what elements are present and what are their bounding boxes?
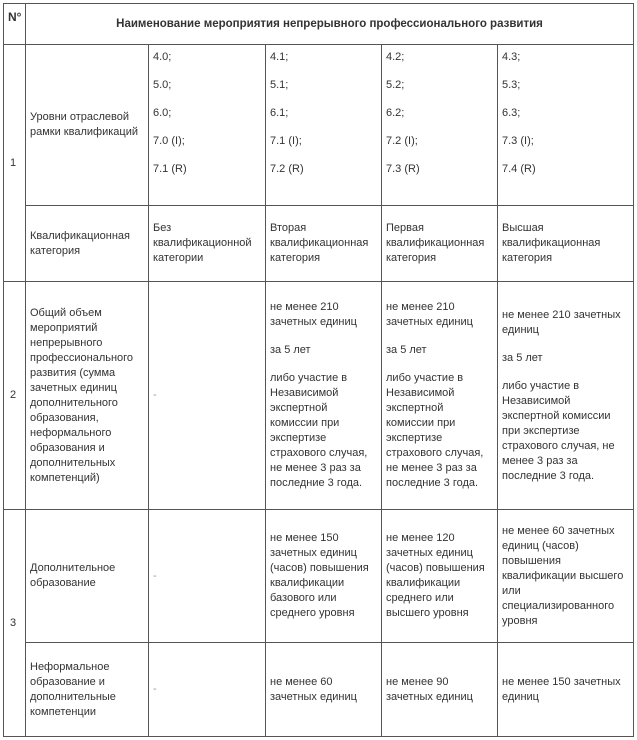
category-label-cell: Квалификационная категория [26,206,149,282]
total-alternative: либо участие в Независимой экспертной комиссии при экспертизе страхового случая, не менее 3 раз за последние 3 года. [502,379,615,482]
total-credits: не менее 210 зачетных единиц [502,308,621,336]
level-value: 4.1; [270,51,289,63]
header-title-cell: Наименование мероприятия непрерывного профессионального развития [26,4,634,45]
levels-cell-3 [382,45,498,206]
total-cell-2 [266,282,382,510]
total-label-cell: Общий объем мероприятий непрерывного профессионального развития (сумма зачетных единиц дополнительного образования, неформального образования и дополнительных компетенций) [26,282,149,510]
row-1-categories [4,206,634,282]
informal-cell-1: - [149,643,266,737]
edu-cell-3: не менее 120 зачетных единиц (часов) повышения квалификации среднего или высшего уровня [382,510,498,643]
levels-cell-2 [266,45,382,206]
total-period: за 5 лет [270,344,311,356]
level-value: 6.0; [153,107,172,119]
edu-cell-1: - [149,510,266,643]
level-value: 7.4 (R) [502,163,536,175]
total-credits: не менее 210 зачетных единиц [270,301,357,328]
levels-cell-1 [149,45,266,206]
category-cell-2: Вторая квалификационная категория [266,206,382,282]
level-value: 5.1; [270,79,289,91]
total-alternative: либо участие в Независимой экспертной комиссии при экспертизе страхового случая, не менее 3 раз за последние 3 года. [386,372,484,489]
edu-cell-2: не менее 150 зачетных единиц (часов) повышения квалификации базового или среднего уровня [266,510,382,643]
row-2-total [4,282,634,510]
header-row [4,4,634,45]
row-3-number: 3 [4,510,26,737]
level-value: 7.0 (I); [153,135,185,147]
levels-cell-4 [498,45,634,206]
level-value: 7.2 (I); [386,135,418,147]
informal-label-cell: Неформальное образование и дополнительные компетенции [26,643,149,737]
edu-cell-4: не менее 60 зачетных единиц (часов) повышения квалификации высшего или специализированного уровня [498,510,634,643]
row-3-education [4,510,634,643]
level-value: 6.2; [386,107,405,119]
header-number-cell: N° [4,4,26,45]
edu-label-cell: Дополнительное образование [26,510,149,643]
level-value: 5.2; [386,79,405,91]
level-value: 7.3 (I); [502,135,534,147]
level-value: 5.0; [153,79,172,91]
level-value: 6.3; [502,107,521,119]
total-period: за 5 лет [502,351,543,364]
level-value: 7.3 (R) [386,163,420,175]
total-cell-3 [382,282,498,510]
levels-label-cell: Уровни отраслевой рамки квалификаций [26,45,149,206]
level-value: 7.2 (R) [270,163,304,175]
row-1-levels [4,45,634,206]
total-alternative: либо участие в Независимой экспертной комиссии при экспертизе страхового случая, не менее 3 раз за последние 3 года. [270,372,368,489]
row-2-number: 2 [4,282,26,510]
category-cell-3: Первая квалификационная категория [382,206,498,282]
informal-cell-4: не менее 150 зачетных единиц [498,643,634,737]
level-value: 7.1 (I); [270,135,302,147]
level-value: 7.1 (R) [153,163,187,175]
row-3-informal [4,643,634,737]
category-cell-4: Высшая квалификационная категория [498,206,634,282]
informal-cell-2: не менее 60 зачетных единиц [266,643,382,737]
category-cell-1: Без квалификационной категории [149,206,266,282]
total-credits: не менее 210 зачетных единиц [386,301,473,328]
total-cell-4 [498,282,634,510]
level-value: 4.0; [153,51,172,63]
level-value: 4.2; [386,51,405,63]
level-value: 6.1; [270,107,289,119]
total-period: за 5 лет [386,344,427,356]
informal-cell-3: не менее 90 зачетных единиц [382,643,498,737]
level-value: 5.3; [502,79,521,91]
total-cell-1: - [149,282,266,510]
level-value: 4.3; [502,51,521,63]
row-1-number: 1 [4,45,26,282]
npr-requirements-table [3,3,634,737]
